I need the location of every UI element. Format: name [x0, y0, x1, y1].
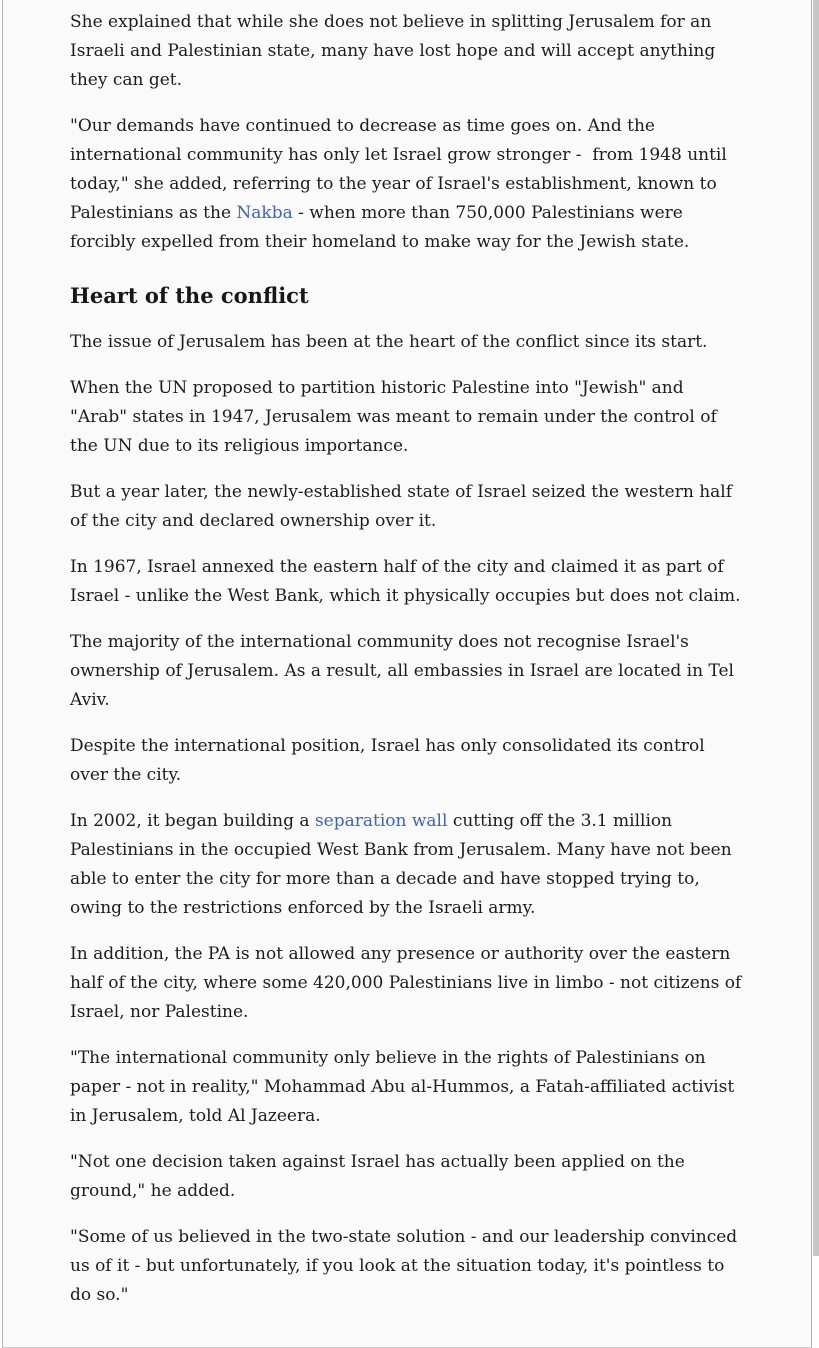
article-paragraph: In 2002, it began building a separation wall cutting off the 3.1 million Palestinians in the occupied West Bank from Jerusalem. Many have not been able to enter the city for more than a decade and have stopped trying to, owing to the restrictions enforced by the Israeli army. — [70, 811, 732, 918]
section-heading: Heart of the conflict — [70, 283, 309, 308]
scrollbar-track[interactable] — [813, 0, 819, 1256]
article-paragraph: The majority of the international community does not recognise Israel's ownership of Jerusalem. As a result, all embassies in Israel are located in Tel Aviv. — [70, 632, 734, 710]
inline-link[interactable]: separation wall — [314, 811, 448, 831]
article-paragraph: In 1967, Israel annexed the eastern half of the city and claimed it as part of Israel - unlike the West Bank, which it physically occupies but does not claim. — [70, 557, 741, 606]
article-paragraph: "Our demands have continued to decrease as time goes on. And the international community has only let Israel grow stronger - from 1948 until today," she added, referring to the year of Israel's establishment, known to Palestinians as the Nakba - when more than 750,000 Palestinians were forcibly expelled from their homeland to make way for the Jewish state. — [70, 116, 727, 252]
article-paragraph: "The international community only believe in the rights of Palestinians on paper - not in reality," Mohammad Abu al-Hummos, a Fatah-affiliated activist in Jerusalem, told Al Jazeera. — [70, 1048, 735, 1126]
article-paragraph: When the UN proposed to partition historic Palestine into "Jewish" and "Arab" states in 1947, Jerusalem was meant to remain under the control of the UN due to its religious importance. — [70, 378, 717, 456]
article-paragraph: "Some of us believed in the two-state solution - and our leadership convinced us of it - but unfortunately, if you look at the situation today, it's pointless to do so." — [70, 1227, 738, 1305]
article-paragraph: The issue of Jerusalem has been at the heart of the conflict since its start. — [70, 332, 708, 352]
article-paragraph: "Not one decision taken against Israel has actually been applied on the ground," he added. — [70, 1152, 685, 1201]
article-body — [3, 0, 811, 1347]
article-paragraph: In addition, the PA is not allowed any presence or authority over the eastern half of the city, where some 420,000 Palestinians live in limbo - not citizens of Israel, nor Palestine. — [70, 944, 742, 1022]
inline-link[interactable]: Nakba — [236, 203, 293, 223]
article-paragraph: Despite the international position, Israel has only consolidated its control over the city. — [70, 736, 705, 785]
article-page — [2, 0, 812, 1348]
article-paragraph: She explained that while she does not believe in splitting Jerusalem for an Israeli and Palestinian state, many have lost hope and will accept anything they can get. — [70, 12, 716, 90]
article-paragraph: But a year later, the newly-established state of Israel seized the western half of the city and declared ownership over it. — [70, 482, 733, 531]
